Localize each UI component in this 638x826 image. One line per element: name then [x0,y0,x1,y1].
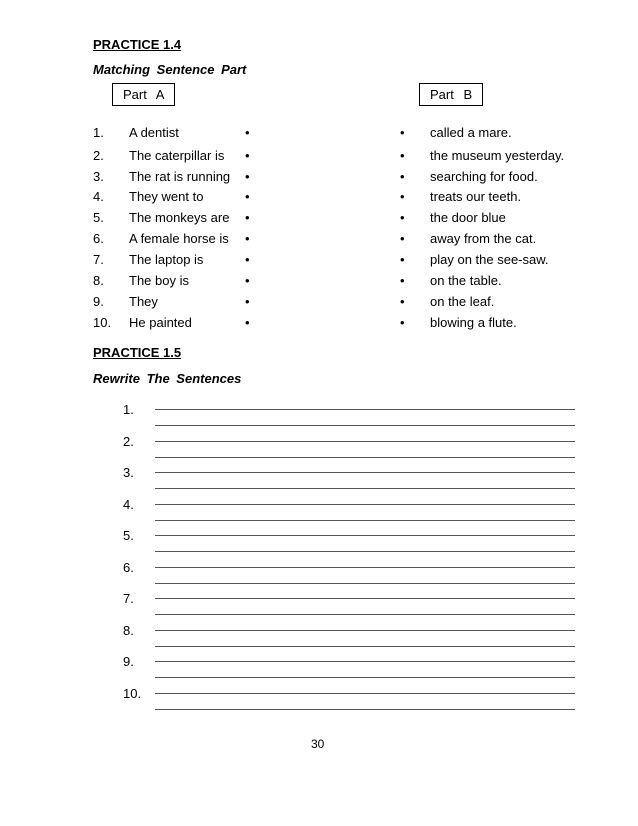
part-b-text: play on the see-saw. [430,252,549,267]
rewrite-item-number: 2. [123,433,134,449]
matching-row [0,210,638,231]
part-a-text: The laptop is [129,252,204,267]
item-number: 5. [93,210,104,225]
matching-row [0,169,638,190]
answer-line[interactable] [155,551,575,552]
part-a-text: He painted [129,315,192,330]
part-a-bullet[interactable]: • [245,189,250,204]
answer-line[interactable] [155,520,575,521]
item-number: 8. [93,273,104,288]
part-a-bullet[interactable]: • [245,315,250,330]
rewrite-item-number: 1. [123,402,134,417]
part-b-bullet[interactable]: • [400,273,405,288]
part-b-bullet[interactable]: • [400,189,405,204]
practice-1-5-subtitle: Rewrite The Sentences [93,371,242,386]
rewrite-item-number: 4. [123,496,134,512]
part-a-text: The caterpillar is [129,148,225,163]
part-a-text: A female horse is [129,231,229,246]
part-b-text: blowing a flute. [430,315,517,330]
part-b-bullet[interactable]: • [400,169,405,184]
part-b-text: the door blue [430,210,506,225]
part-b-bullet[interactable]: • [400,252,405,267]
rewrite-item-number: 7. [123,591,134,606]
page-number: 30 [311,737,325,751]
answer-line[interactable] [155,472,575,473]
answer-line[interactable] [155,504,575,505]
part-a-text: The monkeys are [129,210,230,225]
part-a-text: The rat is running [129,169,231,184]
part-a-bullet[interactable]: • [245,125,250,140]
answer-line[interactable] [155,709,575,710]
part-b-bullet[interactable]: • [400,294,405,309]
part-a-bullet[interactable]: • [245,148,250,163]
matching-row [0,294,638,315]
answer-line[interactable] [155,441,575,442]
part-a-text: The boy is [129,273,189,288]
part-b-bullet[interactable]: • [400,231,405,246]
part-a-bullet[interactable]: • [245,231,250,246]
answer-line[interactable] [155,583,575,584]
rewrite-item-number: 9. [123,654,134,669]
item-number: 10. [93,315,112,330]
part-a-text: They [129,294,158,309]
part-b-text: on the leaf. [430,294,495,309]
practice-1-4-title: PRACTICE 1.4 [93,37,182,52]
item-number: 1. [93,125,104,140]
part-a-text: A dentist [129,125,179,140]
matching-row [0,273,638,294]
answer-line[interactable] [155,425,575,426]
part-b-bullet[interactable]: • [400,210,405,225]
item-number: 3. [93,169,104,184]
matching-row [0,189,638,210]
answer-line[interactable] [155,693,575,694]
rewrite-item-number: 8. [123,622,134,638]
rewrite-item-number: 10. [123,685,142,701]
answer-line[interactable] [155,535,575,536]
part-a-bullet[interactable]: • [245,273,250,288]
part-b-text: treats our teeth. [430,189,522,204]
part-b-text: on the table. [430,273,502,288]
answer-line[interactable] [155,598,575,599]
rewrite-item-number: 6. [123,559,134,575]
answer-line[interactable] [155,409,575,410]
part-b-text: called a mare. [430,125,512,140]
part-a-bullet[interactable]: • [245,252,250,267]
answer-line[interactable] [155,567,575,568]
part-b-box: Part B [419,83,483,106]
answer-line[interactable] [155,488,575,489]
item-number: 7. [93,252,104,267]
item-number: 9. [93,294,104,309]
practice-1-5-title: PRACTICE 1.5 [93,345,182,360]
part-a-bullet[interactable]: • [245,294,250,309]
item-number: 6. [93,231,104,246]
matching-row [0,148,638,169]
part-b-bullet[interactable]: • [400,125,405,140]
item-number: 4. [93,189,104,204]
rewrite-item-number: 3. [123,465,134,480]
part-a-text: They went to [129,189,204,204]
item-number: 2. [93,148,104,163]
answer-line[interactable] [155,457,575,458]
part-b-bullet[interactable]: • [400,148,405,163]
part-b-text: away from the cat. [430,231,537,246]
matching-row [0,252,638,273]
part-a-box: Part A [112,83,175,106]
practice-1-4-subtitle: Matching Sentence Part [93,62,247,77]
part-b-text: the museum yesterday. [430,148,565,163]
part-a-bullet[interactable]: • [245,210,250,225]
matching-row [0,231,638,252]
matching-row [0,315,638,336]
answer-line[interactable] [155,677,575,678]
answer-line[interactable] [155,646,575,647]
answer-line[interactable] [155,630,575,631]
answer-line[interactable] [155,661,575,662]
part-b-bullet[interactable]: • [400,315,405,330]
matching-row [0,125,638,146]
rewrite-item-number: 5. [123,528,134,543]
part-a-bullet[interactable]: • [245,169,250,184]
part-b-text: searching for food. [430,169,538,184]
answer-line[interactable] [155,614,575,615]
